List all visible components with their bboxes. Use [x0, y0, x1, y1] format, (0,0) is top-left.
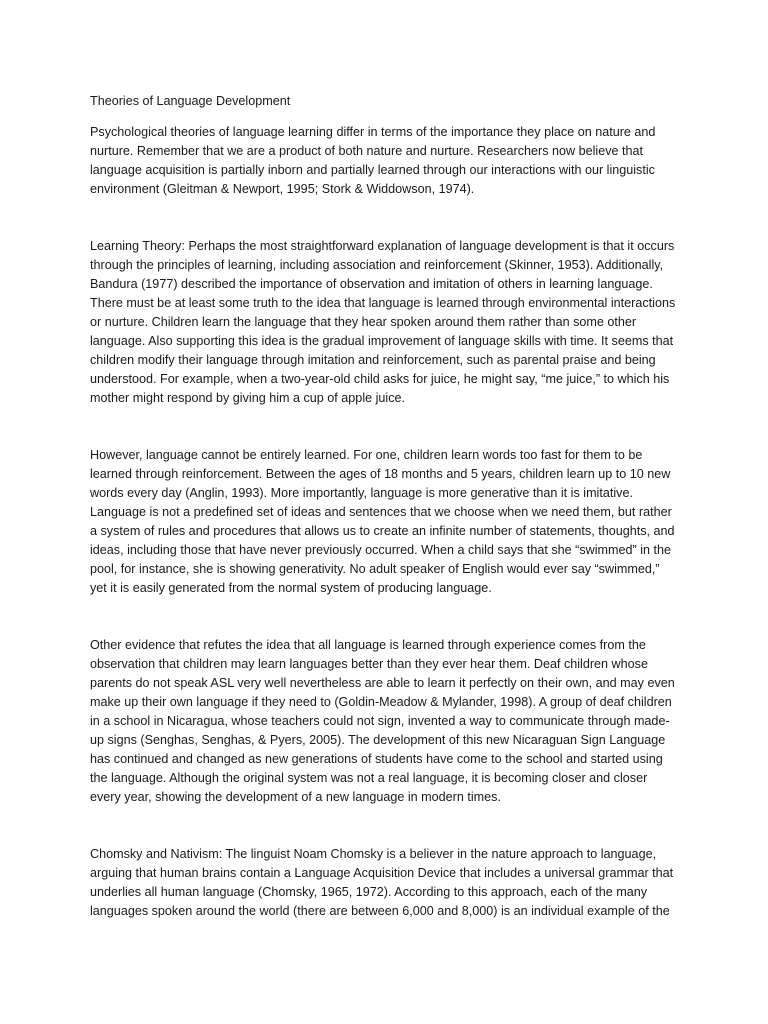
paragraph-chomsky: Chomsky and Nativism: The linguist Noam Chomsky is a believer in the nature approach to language, arguing that human brains contain a Language Acquisition Device that includes a universal grammar that underlies all human language (Chomsky, 1965, 1972). According to this approach, each of the many languages spoken around the world (there are between 6,000 and 8,000) is an individual example of the: [90, 847, 674, 918]
paragraph-spacer: [90, 807, 678, 845]
paragraph-spacer: [90, 408, 678, 446]
paragraph-intro: Psychological theories of language learning differ in terms of the importance they place on nature and nurture. Remember that we are a product of both nature and nurture. Researchers now believe that language acquisition is partially inborn and partially learned through our interactions with our linguistic environment (Gleitman & Newport, 1995; Stork & Widdowson, 1974).: [90, 125, 656, 196]
paragraph-spacer: [90, 598, 678, 636]
document-title: Theories of Language Development: [90, 94, 291, 108]
paragraph-however: However, language cannot be entirely learned. For one, children learn words too fast for them to be learned through reinforcement. Between the ages of 18 months and 5 years, children learn up to 10 new words every day (Anglin, 1993). More importantly, language is more generative than it is imitative. Language is not a predefined set of ideas and sentences that we choose when we need them, but rather a system of rules and procedures that allows us to create an infinite number of statements, thoughts, and ideas, including those that have never previously occurred. When a child says that she “swimmed” in the pool, for instance, she is showing generativity. No adult speaker of English would ever say “swimmed,” yet it is easily generated from the normal system of producing language.: [90, 448, 675, 595]
paragraph-other-evidence: Other evidence that refutes the idea that all language is learned through experience comes from the observation that children may learn languages better than they ever hear them. Deaf children whose parents do not speak ASL very well nevertheless are able to learn it perfectly on their own, and may even make up their own language if they need to (Goldin-Meadow & Mylander, 1998). A group of deaf children in a school in Nicaragua, whose teachers could not sign, invented a way to communicate through made-up signs (Senghas, Senghas, & Pyers, 2005). The development of this new Nicaraguan Sign Language has continued and changed as new generations of students have come to the school and started using the language. Although the original system was not a real language, it is becoming closer and closer every year, showing the development of a new language in modern times.: [90, 638, 675, 804]
paragraph-learning-theory: Learning Theory: Perhaps the most straightforward explanation of language development is that it occurs through the principles of learning, including association and reinforcement (Skinner, 1953). Additionally, Bandura (1977) described the importance of observation and imitation of others in learning language. There must be at least some truth to the idea that language is learned through environmental interactions or nurture. Children learn the language that they hear spoken around them rather than some other language. Also supporting this idea is the gradual improvement of language skills with time. It seems that children modify their language through imitation and reinforcement, such as parental praise and being understood. For example, when a two-year-old child asks for juice, he might say, “me juice,” to which his mother might respond by giving him a cup of apple juice.: [90, 239, 676, 405]
paragraph-spacer: [90, 199, 678, 237]
document-page: [90, 92, 678, 921]
